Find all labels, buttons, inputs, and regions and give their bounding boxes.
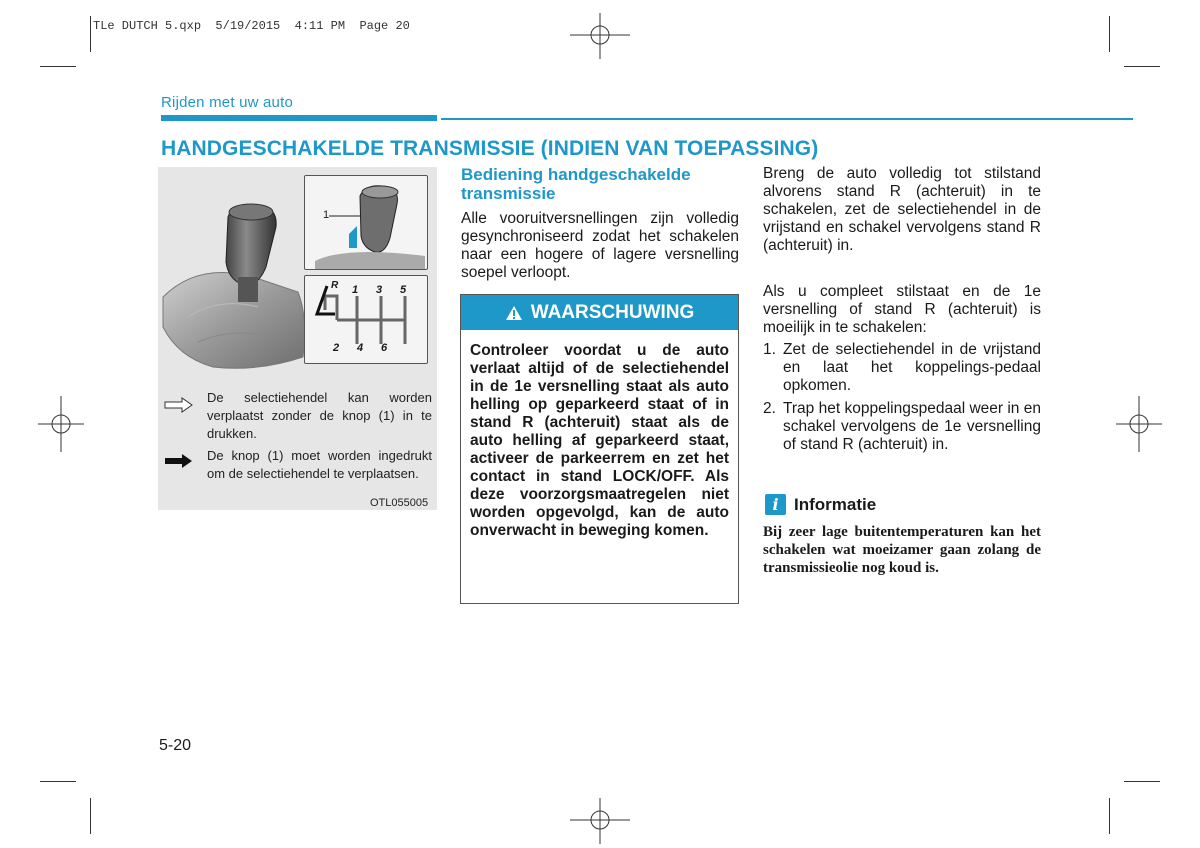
print-header: TLe DUTCH 5.qxp 5/19/2015 4:11 PM Page 20 — [93, 19, 410, 33]
registration-mark-bottom — [570, 798, 630, 844]
warning-title: WAARSCHUWING — [530, 301, 695, 323]
solid-arrow-right-icon — [164, 453, 194, 469]
gear-label-1: 1 — [352, 284, 359, 296]
paragraph-difficulty: Als u compleet stilstaat en de 1e versnelling of stand R (achteruit) is moeilijk in te schakelen: — [763, 283, 1041, 336]
knob-inset — [304, 175, 428, 270]
info-heading — [765, 494, 876, 515]
list-text: Zet de selectiehendel in de vrijstand en laat het koppelings-pedaal opkomen. — [783, 341, 1041, 394]
subsection-heading: Bediening handgeschakelde transmissie — [461, 165, 691, 203]
header-rule-thick — [161, 115, 437, 121]
warning-triangle-icon — [505, 305, 523, 321]
caption-text: De selectiehendel kan worden verplaatst zonder de knop (1) in te drukken. — [207, 390, 432, 441]
registration-mark-left — [38, 396, 84, 452]
gear-label-6: 6 — [381, 342, 388, 354]
caption-text: De knop (1) moet worden ingedrukt om de selectiehendel te verplaatsen. — [207, 448, 432, 481]
paragraph-reverse: Breng de auto volledig tot stilstand alvorens stand R (achteruit) in te schakelen, zet de selectiehendel in de vrijstand en schakel vervolgens stand R (achteruit) in. — [763, 165, 1041, 254]
shift-pattern-inset — [304, 275, 428, 364]
gear-label-4: 4 — [357, 342, 364, 354]
info-text: Bij zeer lage buitentemperaturen kan het schakelen wat moeizamer gaan zolang de transmissieolie nog koud is. — [763, 524, 1041, 576]
gear-label-r: R — [331, 280, 339, 291]
gear-label-3: 3 — [376, 284, 383, 296]
page-number: 5-20 — [159, 737, 192, 754]
list-number: 1. — [763, 341, 776, 358]
registration-mark-right — [1116, 396, 1162, 452]
knob-closeup-illustration — [305, 176, 427, 269]
list-text: Trap het koppelingspedaal weer in en schakel vervolgens de 1e versnelling of stand R (achteruit) in. — [783, 400, 1041, 453]
warning-header — [461, 295, 738, 330]
figure-callout-number: 1 — [323, 209, 330, 221]
warning-box — [460, 294, 739, 604]
figure-code: OTL055005 — [370, 497, 429, 509]
hollow-arrow-right-icon — [164, 397, 194, 413]
info-icon: i — [765, 494, 786, 515]
gear-label-2: 2 — [333, 342, 340, 354]
list-number: 2. — [763, 400, 776, 417]
figure-panel — [158, 167, 437, 510]
warning-text: Controleer voordat u de auto verlaat altijd of de selectiehendel in de 1e versnelling staat als auto helling op geparkeerd staat of in stand R (achteruit) staat als de auto helling af geparkeerd staat, activeer de parkeerrem en zet het contact in stand LOCK/OFF. Als deze voorzorgsmaatregelen niet worden opgevolgd, kan de auto onverwacht in beweging komen. — [470, 342, 729, 539]
list-item — [763, 341, 1041, 397]
header-rule-thin — [441, 118, 1133, 120]
section-label: Rijden met uw auto — [161, 94, 294, 111]
registration-mark-top — [570, 13, 630, 59]
caption-item — [164, 447, 436, 487]
intro-paragraph: Alle vooruitversnellingen zijn volledig gesynchroniseerd zodat het schakelen naar een hogere of lagere versnelling soepel verloopt. — [461, 210, 739, 281]
shift-pattern-diagram — [305, 276, 427, 363]
caption-item — [164, 389, 436, 443]
list-item — [763, 400, 1041, 474]
gear-label-5: 5 — [400, 284, 407, 296]
info-title: Informatie — [794, 494, 877, 514]
page-title: HANDGESCHAKELDE TRANSMISSIE (INDIEN VAN TOEPASSING) — [161, 137, 819, 160]
